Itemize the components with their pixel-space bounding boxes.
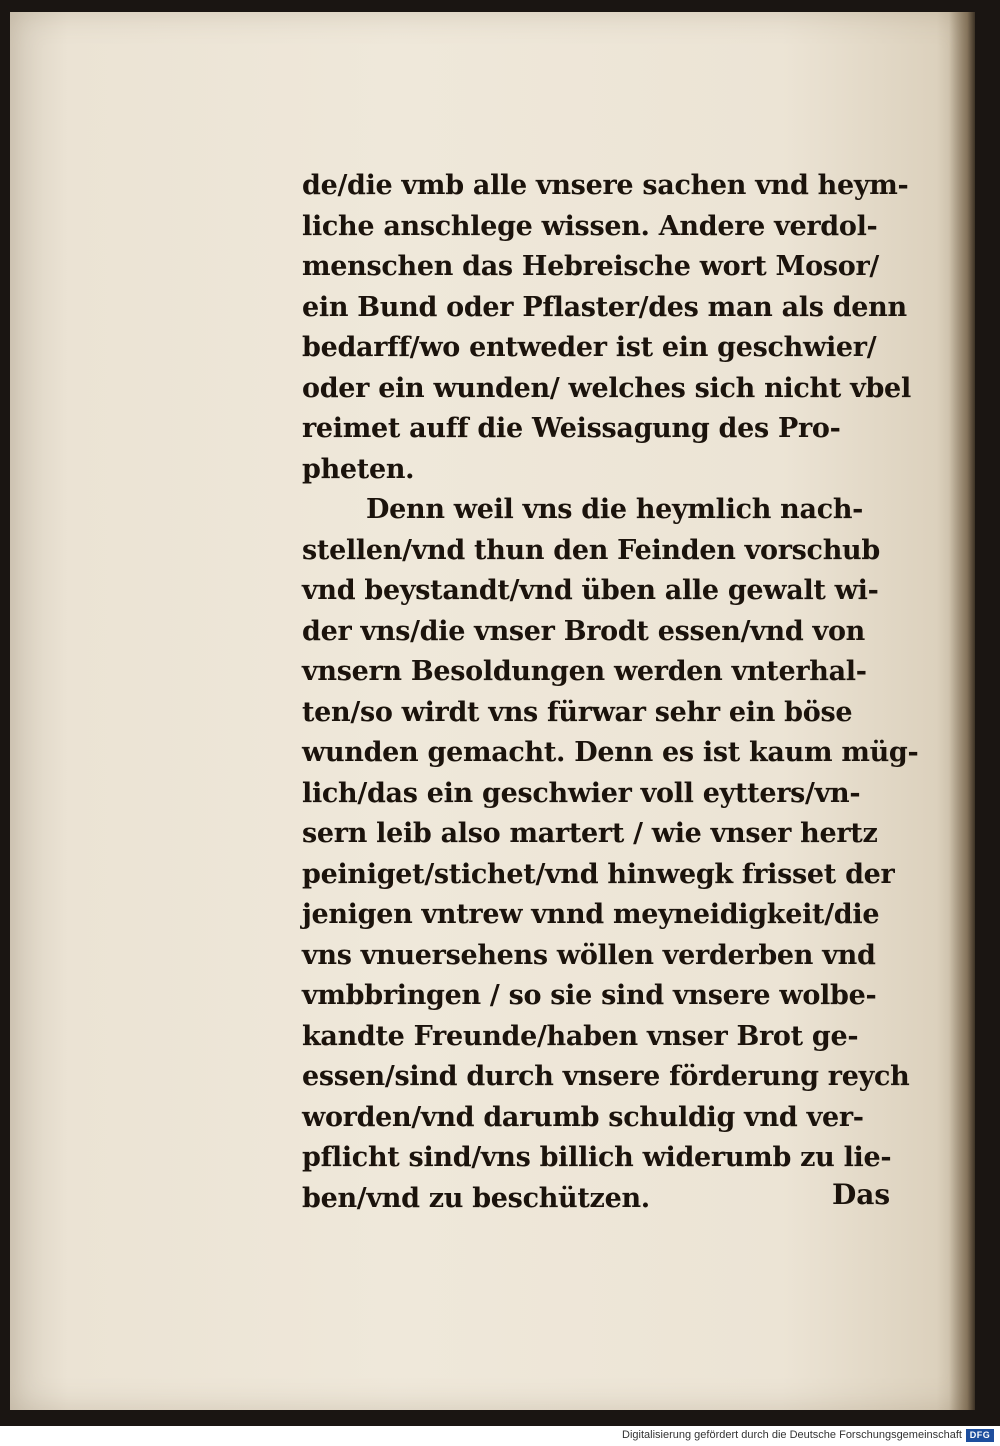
text-line: stellen/vnd thun den Feinden vorschub	[302, 534, 880, 566]
text-line: peiniget/stichet/vnd hinwegk frisset der	[302, 858, 895, 890]
text-line: Denn weil vns die heymlich nach-	[366, 494, 864, 525]
text-line: lich/das ein geschwier voll eytters/vn-	[302, 777, 861, 809]
text-line: kandte Freunde/haben vnser Brot ge-	[302, 1020, 859, 1052]
text-line: vnd beystandt/vnd üben alle gewalt wi-	[302, 575, 879, 606]
text-line: vns vnuersehens wöllen verderben vnd	[302, 939, 876, 971]
text-line: pflicht sind/vns billich widerumb zu lie-	[302, 1142, 892, 1173]
text-line: ten/so wirdt vns fürwar sehr ein böse	[302, 696, 853, 728]
page-gutter-shadow	[949, 12, 975, 1410]
text-line: worden/vnd darumb schuldig vnd ver-	[302, 1101, 864, 1133]
text-line: liche anschlege wissen. Andere verdol-	[302, 210, 878, 242]
text-line: menschen das Hebreische wort Mosor/	[302, 251, 879, 282]
text-line: vmbbringen / so sie sind vnsere wolbe-	[302, 980, 877, 1011]
text-line: pheten.	[302, 453, 415, 485]
text-line: sern leib also martert / wie vnser hertz	[302, 818, 878, 849]
dfg-logo: DFG	[966, 1429, 994, 1442]
catchword: Das	[832, 1178, 891, 1211]
text-line: ben/vnd zu beschützen.	[302, 1182, 650, 1214]
text-line: de/die vmb alle vnsere sachen vnd heym-	[302, 170, 909, 201]
funding-notice: Digitalisierung gefördert durch die Deutsche Forschungsgemeinschaft	[622, 1429, 962, 1441]
text-line: essen/sind durch vnsere förderung reych	[302, 1061, 910, 1092]
text-line: jenigen vntrew vnnd meyneidigkeit/die	[302, 899, 880, 930]
text-line: der vns/die vnser Brodt essen/vnd von	[302, 615, 865, 647]
text-line: bedarff/wo entweder ist ein geschwier/	[302, 332, 877, 363]
text-line: reimet auff die Weissagung des Pro-	[302, 413, 841, 444]
text-line: oder ein wunden/ welches sich nicht vbel	[302, 372, 911, 404]
text-line: ein Bund oder Pflaster/des man als denn	[302, 291, 907, 323]
text-line: vnsern Besoldungen werden vnterhal-	[302, 656, 867, 687]
body-text-block	[302, 166, 922, 1219]
text-line: wunden gemacht. Denn es ist kaum müg-	[302, 737, 919, 768]
